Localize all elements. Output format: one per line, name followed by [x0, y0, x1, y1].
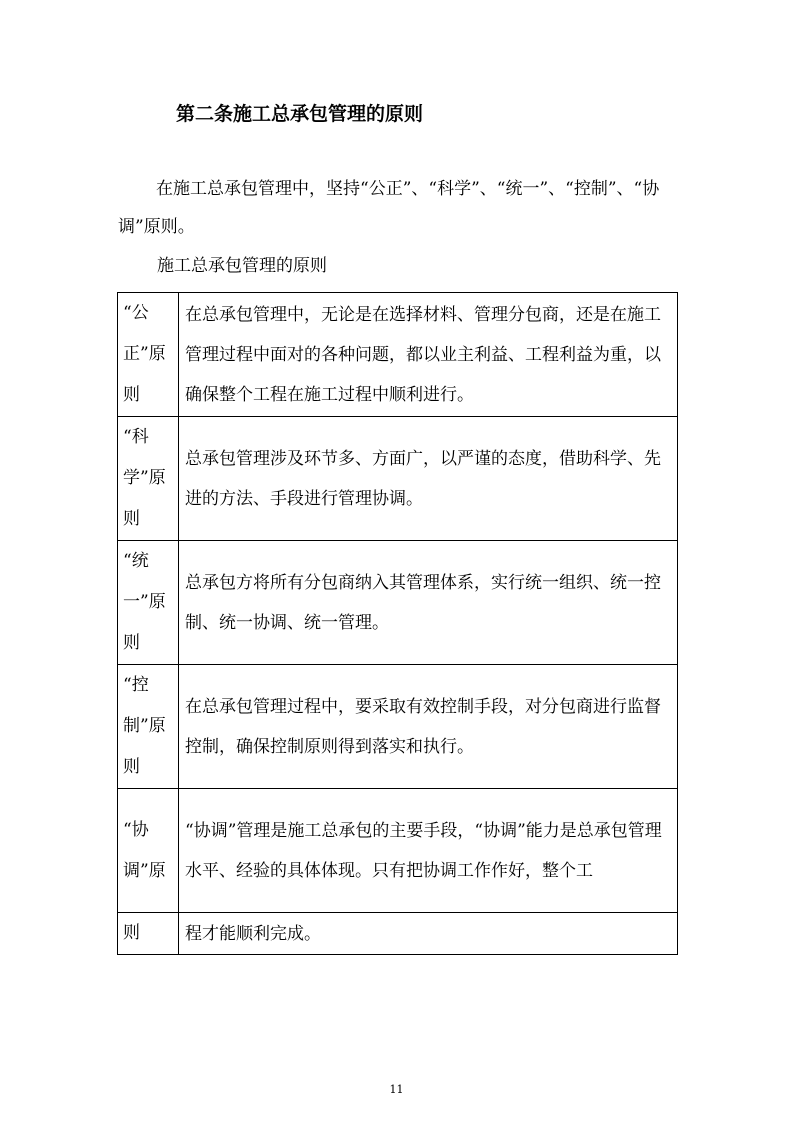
table-row — [118, 417, 678, 541]
table-row — [118, 789, 678, 913]
principle-name: “控制”原则 — [118, 665, 179, 789]
principle-name: “公正”原则 — [118, 293, 179, 417]
table-row — [118, 665, 678, 789]
table-caption: 施工总承包管理的原则 — [157, 256, 327, 276]
principle-description: 程才能顺利完成。 — [179, 913, 678, 955]
page-number: 11 — [389, 1083, 404, 1096]
principle-description: 总承包管理涉及环节多、方面广，以严谨的态度，借助科学、先进的方法、手段进行管理协调。 — [179, 417, 678, 541]
principle-name: “协调”原 — [118, 789, 179, 913]
table-row — [118, 541, 678, 665]
principle-description: 在总承包管理中，无论是在选择材料、管理分包商，还是在施工管理过程中面对的各种问题，都以业主利益、工程利益为重，以确保整个工程在施工过程中顺利进行。 — [179, 293, 678, 417]
table-row — [118, 913, 678, 955]
principle-name: 则 — [118, 913, 179, 955]
section-heading: 第二条施工总承包管理的原则 — [176, 103, 424, 125]
principle-name: “统一”原则 — [118, 541, 179, 665]
intro-paragraph: 在施工总承包管理中，坚持“公正”、“科学”、“统一”、“控制”、“协调”原则。 — [118, 179, 660, 237]
principles-table — [117, 292, 678, 955]
principle-name: “科学”原则 — [118, 417, 179, 541]
principle-description: “协调”管理是施工总承包的主要手段，“协调”能力是总承包管理水平、经验的具体体现。只有把协调工作作好，整个工 — [179, 789, 678, 913]
table-row — [118, 293, 678, 417]
principle-description: 总承包方将所有分包商纳入其管理体系，实行统一组织、统一控制、统一协调、统一管理。 — [179, 541, 678, 665]
principle-description: 在总承包管理过程中，要采取有效控制手段，对分包商进行监督控制，确保控制原则得到落实和执行。 — [179, 665, 678, 789]
